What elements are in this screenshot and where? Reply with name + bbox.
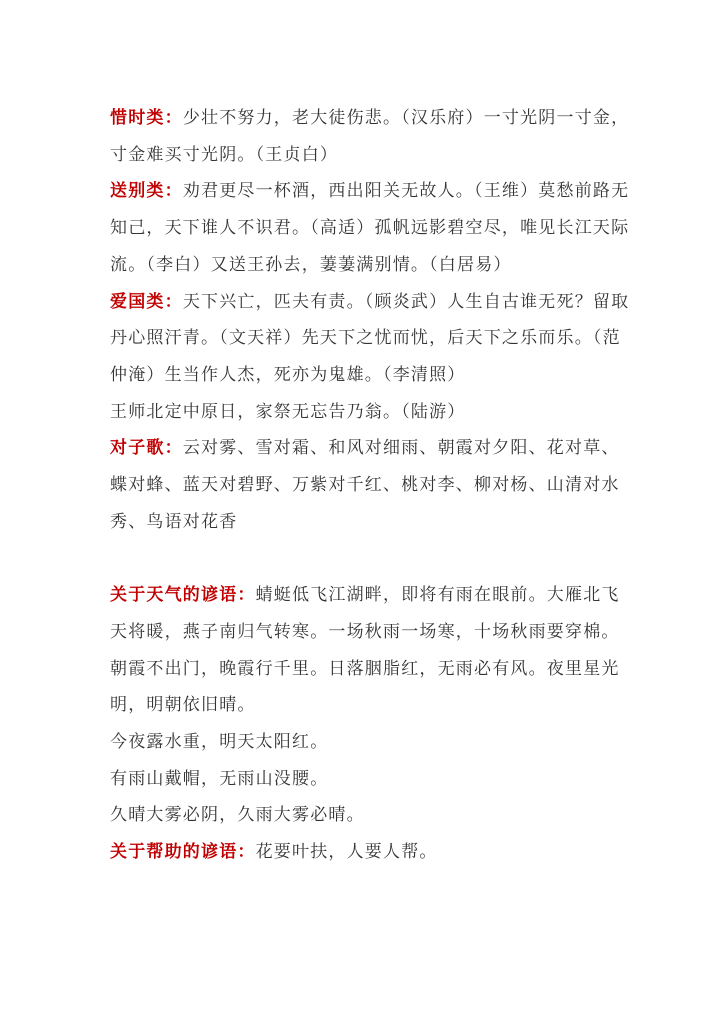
- section-line: 王师北定中原日，家祭无忘告乃翁。（陆游）: [110, 401, 466, 422]
- section-text: 劝君更尽一杯酒，西出阳关无故人。（王维）莫愁前路无知己，天下谁人不识君。（高适）孤帆远影碧空尽，唯见长江天际流。（李白）又送王孙去，萋萋满别情。（白居易）: [110, 181, 630, 275]
- proverb-line: 有雨山戴帽，无雨山没腰。: [110, 768, 329, 789]
- section-text: 少壮不努力，老大徒伤悲。（汉乐府）一寸光阴一寸金，寸金难买寸光阴。（王贞白）: [110, 108, 630, 165]
- section-patriotism: [110, 284, 630, 394]
- section-label: 关于帮助的谚语：: [110, 842, 256, 863]
- section-weather-proverbs: [110, 577, 630, 724]
- proverb-line: 久晴大雾必阴，久雨大雾必晴。: [110, 805, 365, 826]
- document-page: [110, 100, 630, 871]
- section-text: 花要叶扶，人要人帮。: [255, 842, 438, 863]
- section-text: 蜻蜓低飞江湖畔，即将有雨在眼前。大雁北飞天将暖，燕子南归气转寒。一场秋雨一场寒，十场秋雨要穿棉。朝霞不出门，晚霞行千里。日落胭脂红，无雨必有风。夜里星光明，明朝依旧晴。: [110, 585, 620, 716]
- blank-line: [110, 540, 630, 577]
- section-label: 关于天气的谚语：: [110, 585, 256, 606]
- section-farewell: [110, 173, 630, 283]
- section-label: 对子歌：: [110, 438, 183, 459]
- section-label: 惜时类：: [110, 108, 183, 128]
- section-label: 送别类：: [110, 181, 183, 202]
- section-label: 爱国类：: [110, 291, 183, 312]
- section-cherish-time: [110, 100, 630, 173]
- section-text: 云对雾、雪对霜、和风对细雨、朝霞对夕阳、花对草、蝶对蜂、蓝天对碧野、万紫对千红、桃对李、柳对杨、山清对水秀、鸟语对花香: [110, 438, 620, 532]
- section-help-proverbs: [110, 834, 630, 871]
- proverb-line: 今夜露水重，明天太阳红。: [110, 731, 329, 752]
- section-text: 天下兴亡，匹夫有责。（顾炎武）人生自古谁无死？留取丹心照汗青。（文天祥）先天下之忧而忧，后天下之乐而乐。（范仲淹）生当作人杰，死亦为鬼雄。（李清照）: [110, 291, 630, 385]
- section-couplet-song: [110, 430, 630, 540]
